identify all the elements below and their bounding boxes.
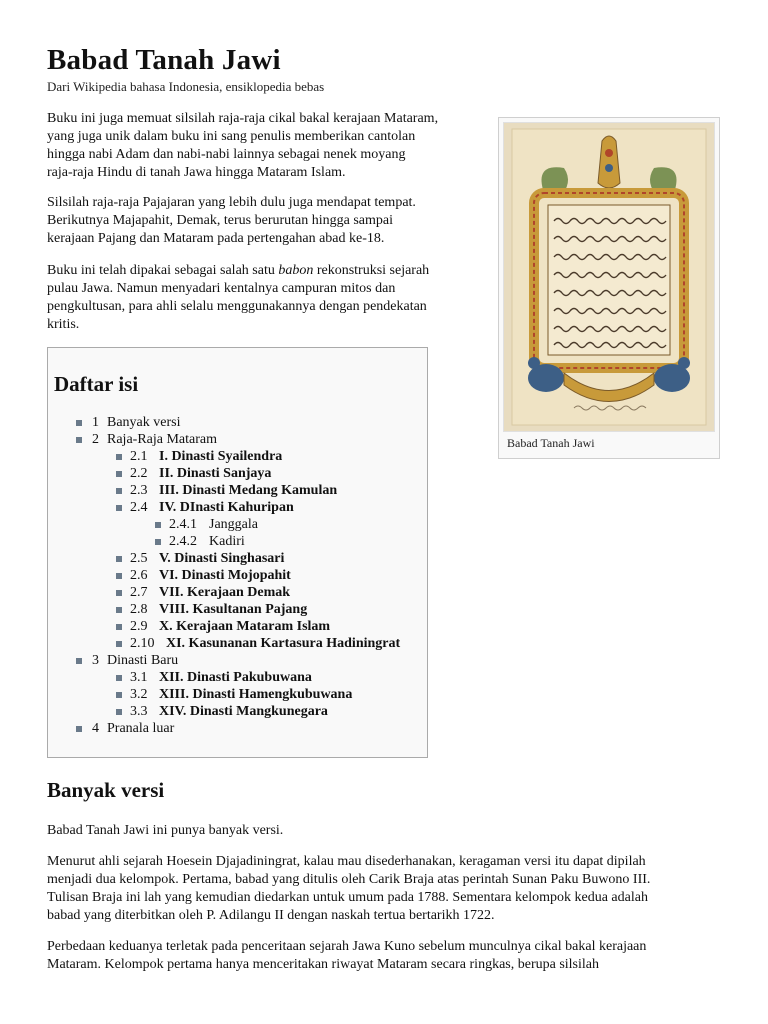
toc-item-link[interactable]: II. Dinasti Sanjaya	[159, 466, 272, 481]
text-line: Tulisan Braja ini lah yang kemudian diedarkan untuk umum pada 1788. Sementara kelompok kedua adalah	[47, 890, 648, 905]
toc-item-number: 2.4	[130, 500, 148, 515]
right-bird-head	[678, 357, 690, 369]
section-paragraph-2	[47, 853, 650, 925]
text-line: yang juga unik dalam buku ini sang penulis memberikan cantolan	[47, 129, 416, 144]
toc-item-link[interactable]: V. Dinasti Singhasari	[159, 551, 285, 566]
text-line: Menurut ahli sejarah Hoesein Djajadiningrat, kalau mau disederhanakan, keragaman versi itu dapat dipilah	[47, 854, 646, 869]
toc-item-number: 2.7	[130, 585, 148, 600]
toc-item-number: 2.4.2	[169, 534, 197, 549]
text-line: babad yang diterbitkan oleh P. Adilangu II dengan naskah tertua bertarikh 1722.	[47, 908, 495, 923]
toc-item-link[interactable]: Dinasti Baru	[107, 653, 179, 668]
text-line: Babad Tanah Jawi ini punya banyak versi.	[47, 823, 284, 838]
text-line: Perbedaan keduanya terletak pada penceritaan sejarah Jawa Kuno sebelum munculnya cikal bakal kerajaan	[47, 939, 647, 954]
toc-item-link[interactable]: XI. Kasunanan Kartasura Hadiningrat	[166, 636, 401, 651]
toc-item[interactable]	[48, 465, 427, 482]
toc-item-number: 2.4.1	[169, 517, 197, 532]
toc-item-link[interactable]: IV. DInasti Kahuripan	[159, 500, 294, 515]
bullet-icon	[76, 726, 82, 732]
toc-item[interactable]	[48, 686, 427, 703]
section-heading: Banyak versi	[47, 778, 165, 802]
bullet-icon	[76, 420, 82, 426]
toc-item[interactable]	[48, 499, 427, 516]
text-line: raja-raja Hindu di tanah Jawa hingga Mataram Islam.	[47, 165, 346, 180]
text-line: pulau Jawa. Namun menyadari kentalnya campuran mitos dan	[47, 281, 396, 296]
bullet-icon	[155, 522, 161, 528]
bullet-icon	[116, 675, 122, 681]
bullet-icon	[116, 556, 122, 562]
toc-item-link[interactable]: VIII. Kasultanan Pajang	[159, 602, 308, 617]
text-line: Berikutnya Majapahit, Demak, terus berurutan hingga sampai	[47, 213, 394, 228]
text-segment: Buku ini telah dipakai sebagai salah satu	[47, 263, 279, 278]
image-frame[interactable]	[503, 122, 715, 432]
toc-item-link[interactable]: Janggala	[209, 517, 258, 532]
toc-item-number: 3.3	[130, 704, 148, 719]
section-paragraph-3	[47, 938, 646, 974]
bullet-icon	[116, 641, 122, 647]
toc-item[interactable]	[48, 516, 427, 533]
toc-item-link[interactable]: XII. Dinasti Pakubuwana	[159, 670, 312, 685]
ornament-dot	[605, 164, 613, 172]
section-paragraph-1	[47, 822, 283, 840]
table-of-contents	[47, 347, 428, 758]
intro-paragraph-1	[47, 110, 438, 182]
toc-item-link[interactable]: Pranala luar	[107, 721, 175, 736]
toc-item-number: 2.10	[130, 636, 155, 651]
toc-item[interactable]	[48, 550, 427, 567]
text-segment: rekonstruksi sejarah	[313, 263, 430, 278]
text-line: menjadi dua kelompok. Pertama, babad yang ditulis oleh Carik Braja atas perintah Sunan Paku Buwono III.	[47, 872, 651, 887]
text-line: Mataram. Kelompok pertama hanya menceritakan riwayat Mataram secara ringkas, berupa silsilah	[47, 957, 599, 972]
toc-item-link[interactable]: III. Dinasti Medang Kamulan	[159, 483, 338, 498]
toc-item[interactable]	[48, 414, 427, 431]
bullet-icon	[116, 488, 122, 494]
text-line: Silsilah raja-raja Pajajaran yang lebih dulu juga mendapat tempat.	[47, 195, 416, 210]
toc-item-number: 1	[92, 415, 99, 430]
bullet-icon	[76, 437, 82, 443]
toc-item-number: 2.8	[130, 602, 148, 617]
page-subtitle: Dari Wikipedia bahasa Indonesia, ensiklopedia bebas	[47, 79, 325, 94]
toc-item-number: 2.9	[130, 619, 148, 634]
ornament-dot	[605, 149, 613, 157]
toc-item[interactable]	[48, 669, 427, 686]
toc-title: Daftar isi	[54, 372, 139, 396]
bullet-icon	[116, 505, 122, 511]
bullet-icon	[116, 573, 122, 579]
toc-item-number: 2	[92, 432, 99, 447]
toc-item-number: 3	[92, 653, 99, 668]
text-line: kritis.	[47, 317, 80, 332]
text-line: pengkultusan, para ahli selalu menggunakannya dengan pendekatan	[47, 299, 427, 314]
toc-item-number: 2.2	[130, 466, 148, 481]
text-line: kerajaan Pajang dan Mataram pada pertengahan abad ke-18.	[47, 231, 385, 246]
bullet-icon	[116, 454, 122, 460]
top-ornament	[598, 136, 620, 188]
toc-item-link[interactable]: Banyak versi	[107, 415, 181, 430]
text-line: hingga nabi Adam dan nabi-nabi lainnya sebagai nenek moyang	[47, 147, 406, 162]
toc-item-number: 3.2	[130, 687, 148, 702]
toc-item[interactable]	[48, 431, 427, 448]
manuscript-image[interactable]	[504, 123, 714, 431]
toc-item[interactable]	[48, 703, 427, 720]
intro-paragraph-2	[47, 194, 416, 248]
bullet-icon	[116, 590, 122, 596]
left-bird-head	[528, 357, 540, 369]
toc-item-link[interactable]: Raja-Raja Mataram	[107, 432, 218, 447]
bullet-icon	[116, 471, 122, 477]
toc-item-number: 3.1	[130, 670, 148, 685]
toc-item-link[interactable]: XIII. Dinasti Hamengkubuwana	[159, 687, 353, 702]
toc-item-link[interactable]: Kadiri	[209, 534, 245, 549]
toc-item[interactable]	[48, 533, 427, 550]
bullet-icon	[155, 539, 161, 545]
text-line: Buku ini juga memuat silsilah raja-raja cikal bakal kerajaan Mataram,	[47, 111, 439, 126]
toc-item[interactable]	[48, 584, 427, 601]
toc-item-link[interactable]: VII. Kerajaan Demak	[159, 585, 291, 600]
toc-item-link[interactable]: XIV. Dinasti Mangkunegara	[159, 704, 328, 719]
toc-item[interactable]	[48, 482, 427, 499]
toc-item[interactable]	[48, 635, 427, 652]
toc-list	[48, 414, 427, 737]
toc-item-number: 2.1	[130, 449, 148, 464]
toc-item[interactable]	[48, 720, 427, 737]
page-title: Babad Tanah Jawi	[47, 44, 281, 76]
babon-link[interactable]: babon	[278, 263, 314, 278]
image-thumbnail	[498, 117, 720, 459]
bullet-icon	[116, 709, 122, 715]
bullet-icon	[116, 692, 122, 698]
toc-item-number: 2.6	[130, 568, 148, 583]
toc-item-number: 4	[92, 721, 99, 736]
toc-item-link[interactable]: VI. Dinasti Mojopahit	[159, 568, 291, 583]
text-panel	[548, 205, 670, 355]
toc-item-link[interactable]: I. Dinasti Syailendra	[159, 449, 283, 464]
toc-item[interactable]	[48, 567, 427, 584]
toc-item[interactable]	[48, 448, 427, 465]
bullet-icon	[76, 658, 82, 664]
toc-item[interactable]	[48, 601, 427, 618]
toc-item-link[interactable]: X. Kerajaan Mataram Islam	[159, 619, 331, 634]
bullet-icon	[116, 624, 122, 630]
toc-item-number: 2.5	[130, 551, 148, 566]
toc-item[interactable]	[48, 652, 427, 669]
toc-item[interactable]	[48, 618, 427, 635]
bullet-icon	[116, 607, 122, 613]
toc-item-number: 2.3	[130, 483, 148, 498]
image-caption: Babad Tanah Jawi	[507, 436, 595, 450]
intro-paragraph-3	[47, 262, 429, 334]
